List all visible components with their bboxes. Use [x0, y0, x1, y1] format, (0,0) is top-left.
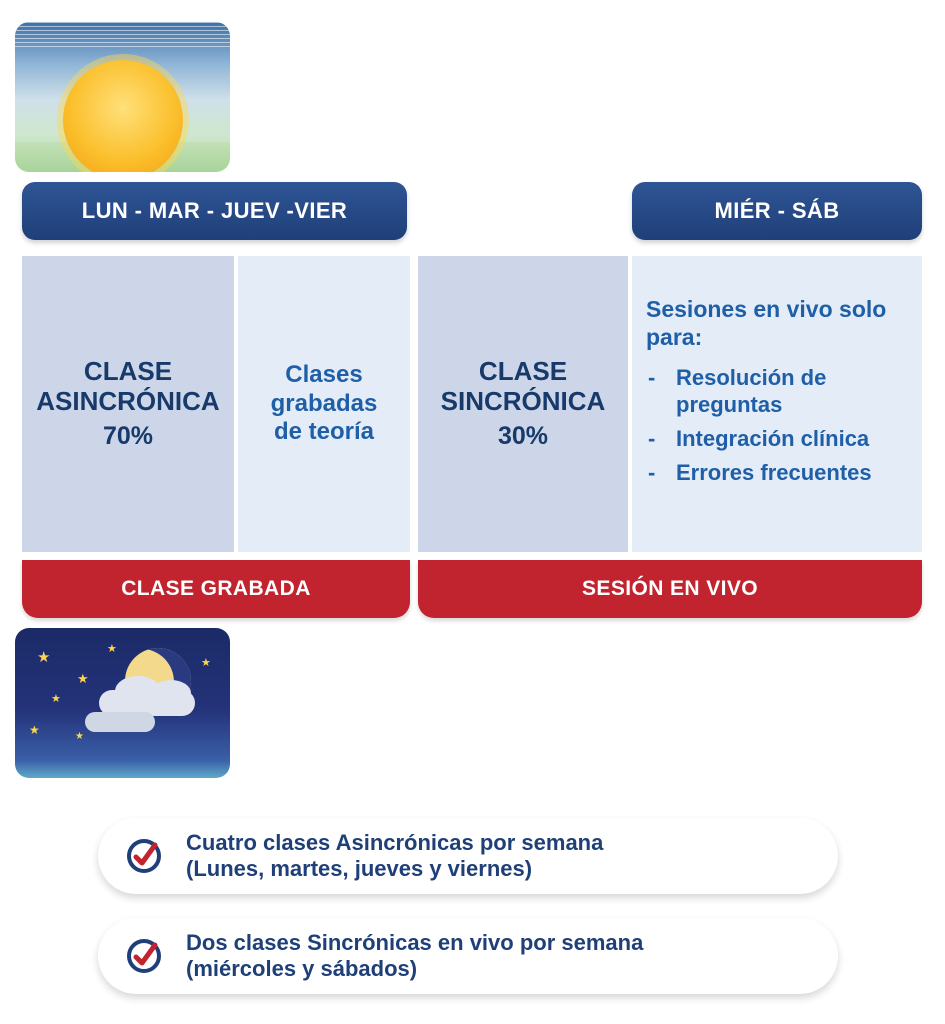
- footer-recorded-class: CLASE GRABADA: [22, 560, 410, 618]
- note-async-line2: (Lunes, martes, jueves y viernes): [186, 856, 533, 881]
- note-async-text: [186, 830, 603, 883]
- sky-lines-decoration: [15, 22, 230, 48]
- star-icon: ★: [107, 643, 117, 655]
- card-recorded-line2: grabadas: [270, 389, 378, 417]
- card-sync-title: [441, 357, 606, 416]
- card-live-heading-line1: Sesiones en vivo solo: [646, 296, 887, 322]
- card-live-list: [646, 365, 908, 495]
- card-sync-title-line2: SINCRÓNICA: [440, 385, 606, 416]
- note-sync-line1: Dos clases Sincrónicas en vivo por semana: [186, 929, 644, 955]
- card-async-percent: 70%: [102, 422, 154, 451]
- cloud-icon: [85, 712, 155, 732]
- card-async-title-line2: ASINCRÓNICA: [36, 385, 220, 416]
- footer-live-session: SESIÓN EN VIVO: [418, 560, 922, 618]
- moon-illustration: [15, 628, 230, 778]
- header-weekdays-sync: MIÉR - SÁB: [632, 182, 922, 240]
- dash-bullet-icon: -: [648, 460, 656, 486]
- card-synchronous-class: [418, 256, 628, 552]
- note-sync-line2: (miércoles y sábados): [186, 956, 418, 981]
- list-item: [646, 365, 908, 418]
- card-live-heading-line2: para:: [646, 323, 703, 350]
- note-sync-classes: [98, 918, 838, 994]
- star-icon: ★: [29, 723, 40, 737]
- card-live-sessions: [632, 256, 922, 552]
- star-icon: ★: [37, 649, 51, 666]
- dash-bullet-icon: -: [648, 425, 656, 451]
- card-asynchronous-class: [22, 256, 234, 552]
- star-icon: ★: [77, 671, 89, 686]
- card-sync-title-line1: CLASE: [478, 355, 568, 386]
- list-item-label: Errores frecuentes: [676, 460, 872, 486]
- star-icon: ★: [201, 657, 211, 669]
- check-circle-icon: [124, 836, 164, 876]
- sun-icon: [63, 60, 183, 172]
- star-icon: ★: [51, 693, 61, 705]
- card-async-title-line1: CLASE: [83, 355, 173, 386]
- card-recorded-theory: [238, 256, 410, 552]
- card-async-title: [36, 357, 219, 416]
- card-sync-percent: 30%: [497, 422, 549, 451]
- card-recorded-text: [271, 361, 378, 447]
- list-item-label: Integración clínica: [676, 425, 870, 451]
- card-recorded-line3: de teoría: [273, 418, 375, 446]
- sun-illustration: [15, 22, 230, 172]
- list-item-label: Resolución de preguntas: [676, 365, 827, 417]
- dash-bullet-icon: -: [648, 365, 656, 391]
- card-recorded-line1: Clases: [285, 360, 363, 388]
- header-weekdays-async: LUN - MAR - JUEV -VIER: [22, 182, 407, 240]
- star-icon: ★: [75, 731, 84, 742]
- card-live-heading: [646, 296, 908, 351]
- list-item: [646, 460, 908, 486]
- note-async-classes: [98, 818, 838, 894]
- check-circle-icon: [124, 936, 164, 976]
- note-async-line1: Cuatro clases Asincrónicas por semana: [186, 829, 604, 855]
- list-item: [646, 426, 908, 452]
- note-sync-text: [186, 930, 643, 983]
